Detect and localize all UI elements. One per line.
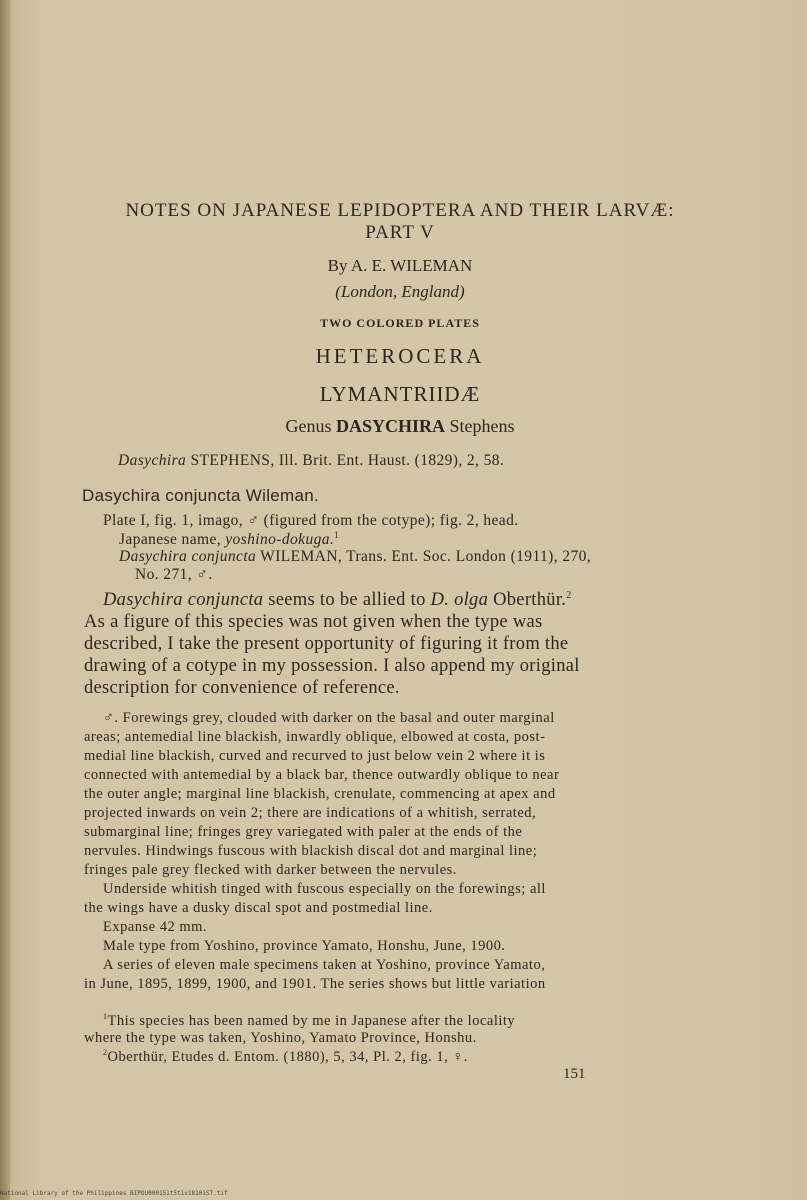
intro-authority: Oberthür. [488,590,567,611]
footnote-2-text: Oberthür, Etudes d. Entom. (1880), 5, 34, Pl. 2, fig. 1, ♀. [107,1048,468,1065]
description-line: areas; antemedial line blackish, inwardly oblique, elbowed at costa, post- [84,729,546,745]
plates-note: TWO COLORED PLATES [320,316,480,330]
species-ref-japanese-name [119,530,339,549]
intro-mid: seems to be allied to [263,590,431,611]
description-line: submarginal line; fringes grey variegated with paler at the ends of the [84,824,523,840]
japanese-name-label: Japanese name, [119,531,226,549]
description-line: the outer angle; marginal line blackish, crenulate, commencing at apex and [84,786,556,802]
description-line: A series of eleven male specimens taken at Yoshino, province Yamato, [103,957,546,973]
intro-line-5: description for convenience of reference. [84,678,400,698]
genus-citation-genus: Dasychira [118,452,187,469]
genus-citation [118,452,504,470]
description-line: projected inwards on vein 2; there are indications of a whitish, serrated, [84,805,537,821]
intro-allied-species: D. olga [430,590,489,611]
scan-footer-stamp: National Library of the Philippines BIPOU000151t5t1v18101ST.tif [0,1190,228,1197]
intro-line-2: As a figure of this species was not given when the type was [84,612,543,632]
description-line: Male type from Yoshino, province Yamato, Honshu, June, 1900. [103,938,506,954]
description-line: Expanse 42 mm. [103,919,208,935]
description-line: nervules. Hindwings fuscous with blackish discal dot and marginal line; [84,843,538,859]
page-number: 151 [563,1066,586,1082]
genus-suffix: Stephens [445,416,515,436]
genus-citation-rest: STEPHENS, Ill. Brit. Ent. Haust. (1829), 2, 58. [186,452,505,469]
species-ref-plate: Plate I, fig. 1, imago, ♂ (figured from the cotype); fig. 2, head. [103,512,519,529]
article-title [60,200,740,244]
description-line: Underside whitish tinged with fuscous especially on the forewings; all [103,881,546,897]
genus-heading [60,416,740,437]
intro-species-name: Dasychira conjuncta [103,590,264,611]
species-heading: Dasychira conjuncta Wileman. [82,486,320,505]
description-line: ♂. Forewings grey, clouded with darker on the basal and outer marginal [103,710,555,726]
author-byline: By A. E. WILEMAN [327,256,473,275]
footnote-ref-2: 2 [566,590,572,601]
original-citation: WILEMAN, Trans. Ent. Soc. London (1911), 270, [256,548,592,565]
footnote-2-marker: 2 [103,1048,108,1057]
author-affiliation: (London, England) [335,282,465,301]
genus-name: DASYCHIRA [335,416,445,436]
order-heading: HETEROCERA [315,344,485,368]
original-species-name: Dasychira conjuncta [119,548,257,565]
description-line: connected with antemedial by a black bar, thence outwardly oblique to near [84,767,560,783]
description-line: medial line blackish, curved and recurved to just below vein 2 where it is [84,748,546,764]
genus-prefix: Genus [285,416,336,436]
footnote-1 [103,1012,515,1030]
intro-line-4: drawing of a cotype in my possession. I also append my original [84,656,580,676]
title-line-2: PART V [365,222,435,243]
intro-line-3: described, I take the present opportunity of figuring it from the [84,634,569,654]
description-line: in June, 1895, 1899, 1900, and 1901. The series shows but little variation [84,976,546,992]
species-ref-number: No. 271, ♂. [135,566,213,583]
intro-line-1 [103,590,572,611]
page-binding-edge [0,0,10,1200]
species-ref-original [119,548,591,566]
family-heading: LYMANTRIIDÆ [319,382,481,406]
footnote-1-line-1: This species has been named by me in Japanese after the locality [107,1012,516,1029]
title-line-1: NOTES ON JAPANESE LEPIDOPTERA AND THEIR LARVÆ: [125,200,675,221]
japanese-name: yoshino-dokuga. [225,531,335,549]
footnote-1-marker: 1 [103,1012,108,1021]
footnote-ref-1: 1 [334,530,340,540]
description-line: the wings have a dusky discal spot and postmedial line. [84,900,433,916]
footnote-2 [103,1048,468,1066]
description-line: fringes pale grey flecked with darker between the nervules. [84,862,457,878]
footnote-1-line-2: where the type was taken, Yoshino, Yamato Province, Honshu. [84,1030,477,1046]
